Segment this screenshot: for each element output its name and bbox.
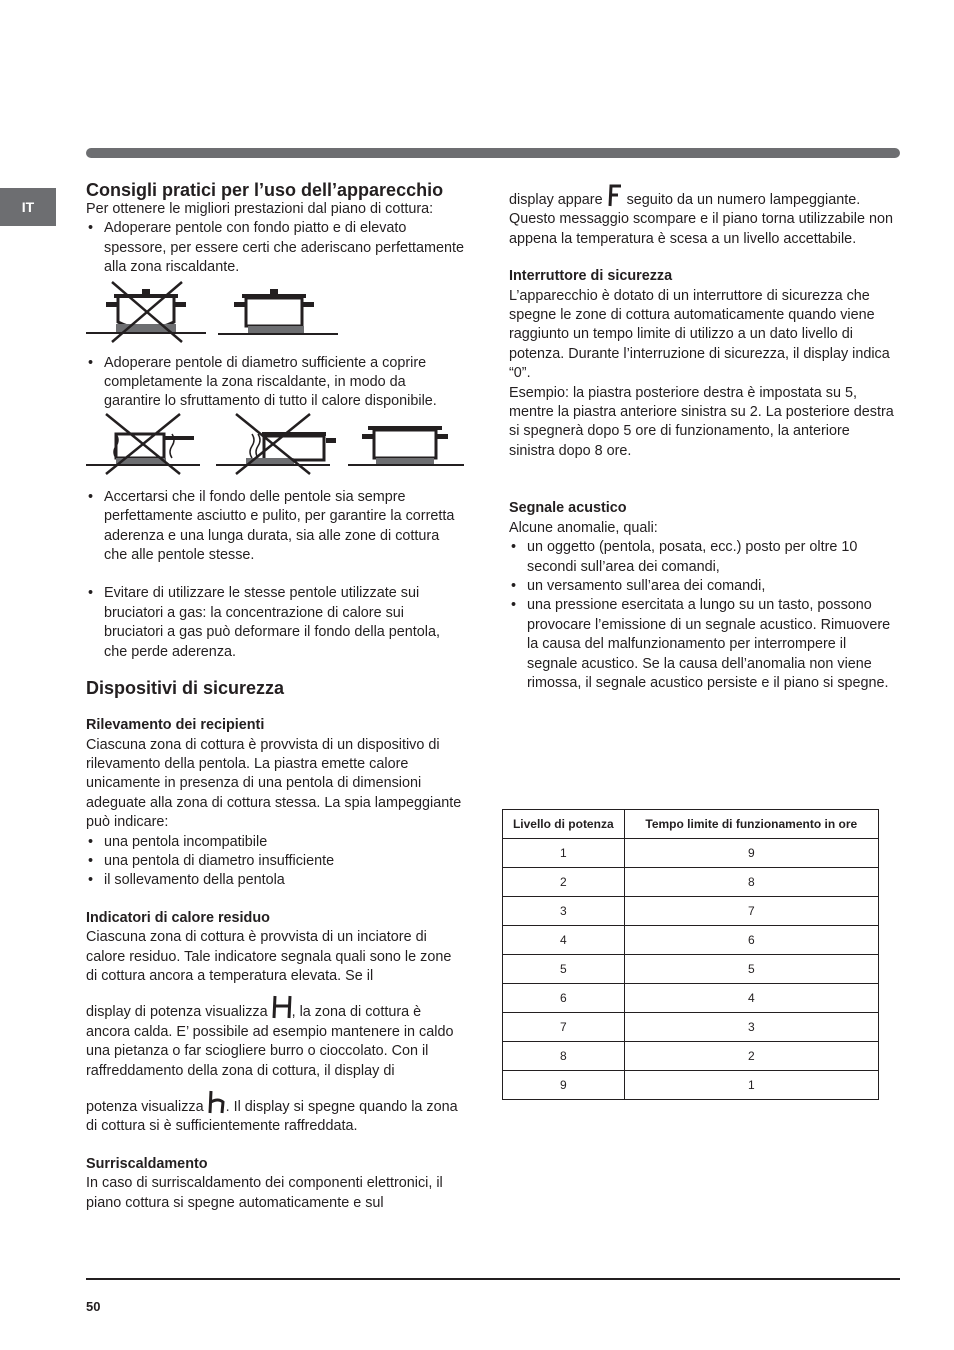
power-time-table-wrap [502, 809, 879, 1100]
time-limit-cell: 9 [624, 839, 878, 868]
time-limit-cell: 6 [624, 926, 878, 955]
time-limit-cell: 2 [624, 1042, 878, 1071]
time-limit-cell: 7 [624, 897, 878, 926]
acoustic-item: • un versamento sull’area dei comandi, [509, 577, 894, 596]
small-pan-icon [86, 414, 200, 474]
heading-residual-heat: Indicatori di calore residuo [86, 909, 270, 926]
time-limit-cell: 8 [624, 868, 878, 897]
page-number: 50 [86, 1299, 101, 1314]
pan-diameter-figure [86, 412, 466, 478]
tips-list-4 [86, 584, 466, 662]
power-level-cell: 7 [503, 1013, 625, 1042]
power-level-cell: 9 [503, 1071, 625, 1100]
residual-text-part: display di potenza visualizza [86, 1004, 268, 1021]
tip-item: • Adoperare pentole con fondo piatto e di elevato spessore, per essere certi che aderiscano perfettamente alla zona riscaldante. [86, 219, 466, 277]
continued-text-part: display appare [509, 192, 603, 208]
table-header-row [503, 810, 879, 839]
power-time-table [502, 809, 879, 1100]
detection-list [86, 833, 466, 891]
acoustic-list [509, 538, 894, 693]
table-row [503, 868, 879, 897]
bottom-rule [86, 1278, 900, 1280]
deformed-pan-icon [86, 282, 206, 342]
acoustic-item: • una pressione esercitata a lungo su un tasto, possono provocare l’emissione di un segnale acustico. Rimuovere la causa del malfunzionamento per interrompere il segnale acustico. Se la causa dell’anomalia non viene rimossa, il segnale acustico persiste e il piano si spegne. [509, 596, 894, 693]
power-level-cell: 8 [503, 1042, 625, 1071]
detection-item: • una pentola incompatibile [86, 833, 466, 852]
time-limit-cell: 5 [624, 955, 878, 984]
heading-detection: Rilevamento dei recipienti [86, 717, 265, 734]
power-level-cell: 6 [503, 984, 625, 1013]
safety-switch-example: Esempio: la piastra posteriore destra è impostata su 5, mentre la piastra anteriore sinistra su 2. La posteriore destra si spegnerà dopo 5 ore di funzionamento, la anteriore sinistra dopo 8 ore. [509, 384, 894, 459]
continued-text-part: seguito da un numero lampeggiante. Questo messaggio scompare e il piano torna utilizzabile non appena la temperatura è scesa a un livello accettabile. [509, 192, 893, 247]
section-title-tips: Consigli pratici per l’uso dell’apparecchio [86, 180, 444, 200]
display-H-icon [272, 994, 292, 1020]
section-title-safety: Dispositivi di sicurezza [86, 678, 285, 699]
time-limit-cell: 4 [624, 984, 878, 1013]
language-tab: IT [0, 188, 56, 226]
residual-text-h-small [86, 1089, 466, 1137]
detection-item: • il sollevamento della pentola [86, 871, 466, 890]
offset-pan-icon [216, 414, 336, 474]
header-time-limit: Tempo limite di funzionamento in ore [624, 810, 878, 839]
intro-text: Per ottenere le migliori prestazioni dal piano di cottura: [86, 201, 434, 217]
power-level-cell: 5 [503, 955, 625, 984]
header-power-level: Livello di potenza [503, 810, 625, 839]
residual-text-h [86, 994, 466, 1081]
time-limit-cell: 3 [624, 1013, 878, 1042]
top-rule [86, 148, 900, 158]
tips-list-1 [86, 219, 466, 277]
display-h-icon [208, 1089, 226, 1115]
tip-item: • Evitare di utilizzare le stesse pentole utilizzate sui bruciatori a gas: la concentrazione di calore sui bruciatori a gas può deformare il fondo della pentola, che perde aderenza. [86, 584, 466, 662]
acoustic-item: • un oggetto (pentola, posata, ecc.) posto per oltre 10 secondi sull’area dei comandi, [509, 538, 894, 577]
residual-text-part: . Il display si spegne quando la zona di cottura si è sufficientemente raffreddata. [86, 1099, 458, 1135]
flat-pan-icon [218, 289, 338, 335]
table-row [503, 897, 879, 926]
right-column [509, 184, 894, 693]
power-level-cell: 1 [503, 839, 625, 868]
left-column [86, 180, 466, 1213]
safety-switch-text: L’apparecchio è dotato di un interruttore di sicurezza che spegne le zone di cottura automaticamente quando viene raggiunto un tempo limite di utilizzo a un dato livello di potenza. Durante l’interruzione di sicurezza, il display indica “0”. [509, 287, 890, 382]
table-row [503, 1042, 879, 1071]
display-F-icon [607, 184, 623, 208]
tips-list-3 [86, 488, 466, 566]
time-limit-cell: 1 [624, 1071, 878, 1100]
heading-acoustic-signal: Segnale acustico [509, 500, 627, 517]
table-row [503, 984, 879, 1013]
detection-text: Ciascuna zona di cottura è provvista di un dispositivo di rilevamento della pentola. La piastra emette calore unicamente in presenza di una pentola di dimensioni adeguate alla zona di cottura stessa. La spia lampeggiante può indicare: [86, 736, 462, 831]
acoustic-intro: Alcune anomalie, quali: [509, 519, 658, 536]
table-row [503, 1071, 879, 1100]
table-row [503, 955, 879, 984]
heading-overheating: Surriscaldamento [86, 1155, 208, 1172]
residual-text: Ciascuna zona di cottura è provvista di un inciatore di calore residuo. Tale indicatore segnala quali sono le zone di cottura ancora a temperatura elevata. Se il [86, 929, 452, 984]
power-level-cell: 3 [503, 897, 625, 926]
overheating-text: In caso di surriscaldamento dei componenti elettronici, il piano cottura si spegne automaticamente e sul [86, 1175, 443, 1211]
residual-text-part: potenza visualizza [86, 1099, 204, 1115]
tips-list-2 [86, 354, 466, 412]
heading-safety-switch: Interruttore di sicurezza [509, 268, 673, 285]
tip-item: • Adoperare pentole di diametro sufficiente a coprire completamente la zona riscaldante, in modo da garantire lo sfruttamento di tutto il calore disponibile. [86, 354, 466, 412]
residual-text-part: , la zona di cottura è ancora calda. E’ possibile ad esempio mantenere in caldo una pietanza o far sciogliere burro o cioccolato. Con il raffreddamento della zona di cottura, il display di [86, 1004, 454, 1079]
power-level-cell: 4 [503, 926, 625, 955]
flat-bottom-pans-figure [86, 278, 346, 344]
table-row [503, 1013, 879, 1042]
tip-item: • Accertarsi che il fondo delle pentole sia sempre perfettamente asciutto e pulito, per garantire la corretta aderenza e una lunga durata, sia alle zone di cottura che alle pentole stesse. [86, 488, 466, 566]
table-row [503, 839, 879, 868]
power-level-cell: 2 [503, 868, 625, 897]
overheating-text-continued [509, 184, 894, 249]
table-row [503, 926, 879, 955]
correct-pan-icon [348, 426, 464, 466]
detection-item: • una pentola di diametro insufficiente [86, 852, 466, 871]
